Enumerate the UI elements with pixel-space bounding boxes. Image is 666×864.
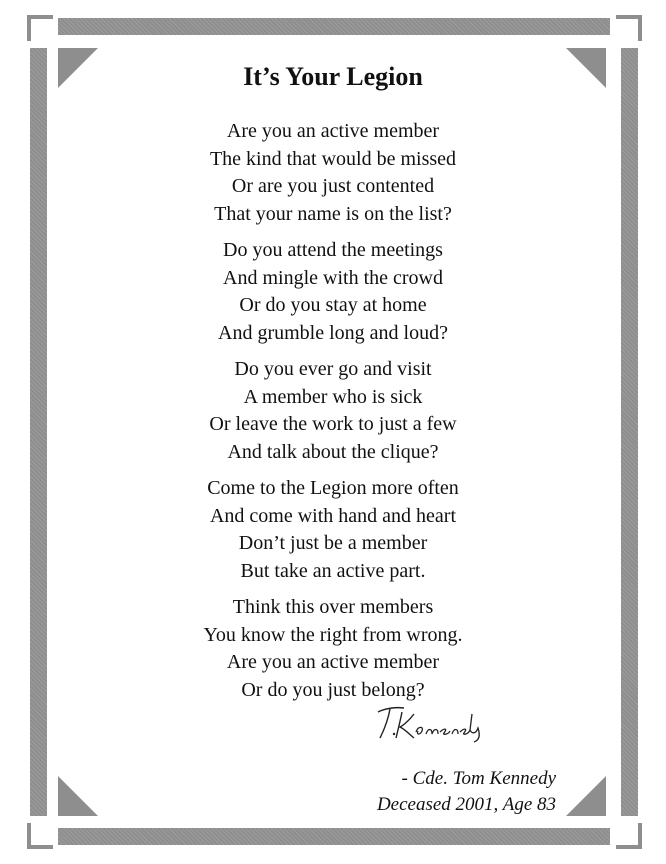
poem-line: Think this over members [232,596,434,618]
poem-line: But take an active part. [240,559,426,582]
poem-line: Are you an active member [226,120,440,142]
poem-line: Do you attend the meetings [223,239,443,261]
deceased-note: Deceased 2001, Age 83 [376,794,556,815]
frame-top-bar [58,18,610,35]
frame-corner-bottom-right [616,823,642,849]
poem-line: Come to the Legion more often [207,477,459,499]
poem-line: Or are you just contented [231,175,435,197]
poem-line: Don’t just be a member [238,532,428,554]
frame-corner-bottom-left [27,823,53,849]
stanza-5 [0,594,666,704]
stanza-4 [0,475,666,585]
poem-line: Or do you stay at home [239,294,427,316]
frame-bottom-bar [58,828,610,845]
frame-corner-top-left [27,15,53,41]
poem-line: And mingle with the crowd [223,266,443,289]
poem-line: And talk about the clique? [227,440,439,463]
poem-line: That your name is on the list? [214,202,452,225]
poem-line: A member who is sick [243,385,423,408]
stanza-2 [0,237,666,347]
handwritten-signature [374,700,494,744]
corner-triangle-bottom-left [58,776,98,816]
poem-body [0,118,666,713]
frame-corner-top-right [616,15,642,41]
poem-credit [377,766,556,818]
poem-line: You know the right from wrong. [203,623,463,646]
corner-triangle-bottom-right [566,776,606,816]
poem-line: Or leave the work to just a few [209,413,457,435]
poem-line: Are you an active member [226,651,440,673]
poem-line: And come with hand and heart [209,504,457,527]
author-attribution: - Cde. Tom Kennedy [401,768,556,789]
poem-line: And grumble long and loud? [218,321,448,344]
poem-line: Or do you just belong? [241,678,425,701]
poem-line: Do you ever go and visit [234,358,432,380]
stanza-1 [0,118,666,228]
poem-line: The kind that would be missed [209,147,457,170]
poem-title: It’s Your Legion [243,62,423,91]
stanza-3 [0,356,666,466]
